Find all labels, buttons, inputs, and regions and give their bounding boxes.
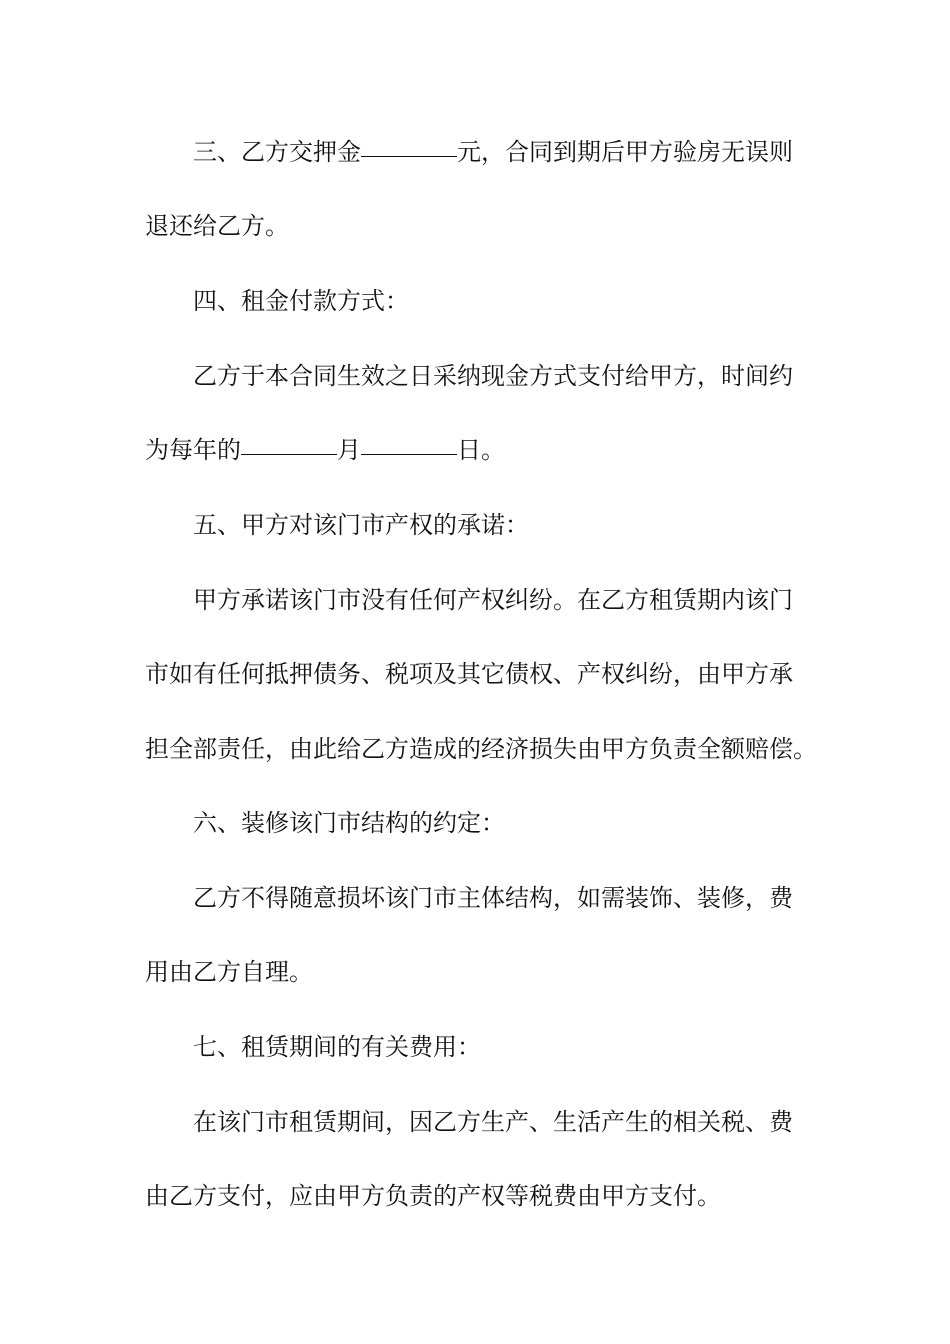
clause-4-text-before: 为每年的 — [145, 436, 241, 464]
clause-7-line-1: 在该门市租赁期间，因乙方生产、生活产生的相关税、费 — [193, 1108, 793, 1136]
clause-3-line-1 — [193, 137, 793, 167]
clause-4-line-1: 乙方于本合同生效之日采纳现金方式支付给甲方，时间约 — [193, 362, 793, 390]
clause-5-line-2: 市如有任何抵押债务、税项及其它债权、产权纠纷，由甲方承 — [145, 660, 793, 688]
clause-6-heading: 六、装修该门市结构的约定： — [193, 809, 505, 837]
clause-6-line-2: 用由乙方自理。 — [145, 958, 313, 986]
payment-day-blank — [361, 453, 457, 455]
clause-6-line-1: 乙方不得随意损坏该门市主体结构，如需装饰、装修，费 — [193, 884, 793, 912]
deposit-amount-blank — [361, 155, 457, 157]
clause-4-line-2 — [145, 435, 505, 465]
clause-4-text-month: 月 — [337, 436, 361, 464]
clause-4-text-after: 日。 — [457, 436, 505, 464]
clause-4-heading: 四、租金付款方式： — [193, 287, 409, 315]
clause-5-heading: 五、甲方对该门市产权的承诺： — [193, 511, 529, 539]
clause-7-line-2: 由乙方支付，应由甲方负责的产权等税费由甲方支付。 — [145, 1182, 721, 1210]
clause-5-line-1: 甲方承诺该门市没有任何产权纠纷。在乙方租赁期内该门 — [193, 586, 793, 614]
payment-month-blank — [241, 453, 337, 455]
clause-3-line-2: 退还给乙方。 — [145, 212, 289, 240]
clause-3-text-before: 三、乙方交押金 — [193, 138, 361, 166]
clause-5-line-3: 担全部责任，由此给乙方造成的经济损失由甲方负责全额赔偿。 — [145, 735, 817, 763]
clause-7-heading: 七、租赁期间的有关费用： — [193, 1033, 481, 1061]
clause-3-text-after: 元，合同到期后甲方验房无误则 — [457, 138, 793, 166]
